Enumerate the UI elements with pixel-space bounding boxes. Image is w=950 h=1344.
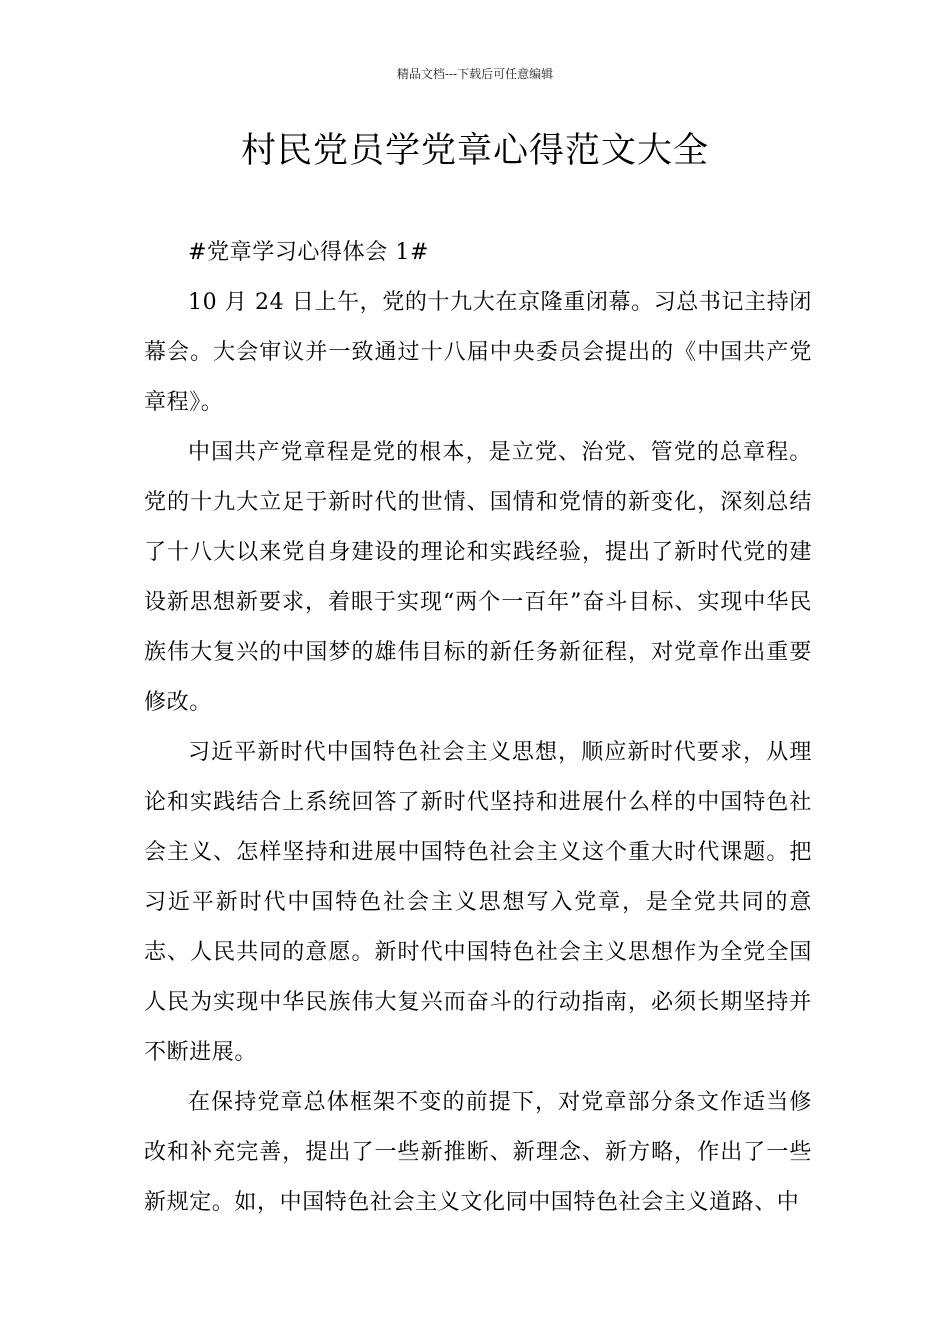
paragraph: 在保持党章总体框架不变的前提下，对党章部分条文作适当修改和补充完善，提出了一些新推断、新理念、新方略，作出了一些新规定。如，中国特色社会主义文化同中国特色社会主义道路、中 (144, 1090, 812, 1215)
document-title: 村民党员学党章心得范文大全 (240, 131, 709, 171)
paragraph: 中国共产党章程是党的根本，是立党、治党、管党的总章程。党的十九大立足于新时代的世情、国情和党情的新变化，深刻总结了十八大以来党自身建设的理论和实践经验，提出了新时代党的建设新思想新要求，着眼于实现“两个一百年”奋斗目标、实现中华民族伟大复兴的中国梦的雄伟目标的新任务新征程，对党章作出重要修改。 (144, 440, 812, 715)
paragraph: 习近平新时代中国特色社会主义思想，顺应新时代要求，从理论和实践结合上系统回答了新时代坚持和进展什么样的中国特色社会主义、怎样坚持和进展中国特色社会主义这个重大时代课题。把习近平新时代中国特色社会主义思想写入党章，是全党共同的意志、人民共同的意愿。新时代中国特色社会主义思想作为全党全国人民为实现中华民族伟大复兴而奋斗的行动指南，必须长期坚持并不断进展。 (144, 740, 812, 1065)
paragraph-section-heading: #党章学习心得体会 1# (188, 240, 430, 265)
paragraph: 10 月 24 日上午，党的十九大在京隆重闭幕。习总书记主持闭幕会。大会审议并一致通过十八届中央委员会提出的《中国共产党章程》。 (144, 290, 812, 415)
header-note: 精品文档---下载后可任意编辑 (396, 67, 554, 81)
document-body (144, 228, 812, 1228)
